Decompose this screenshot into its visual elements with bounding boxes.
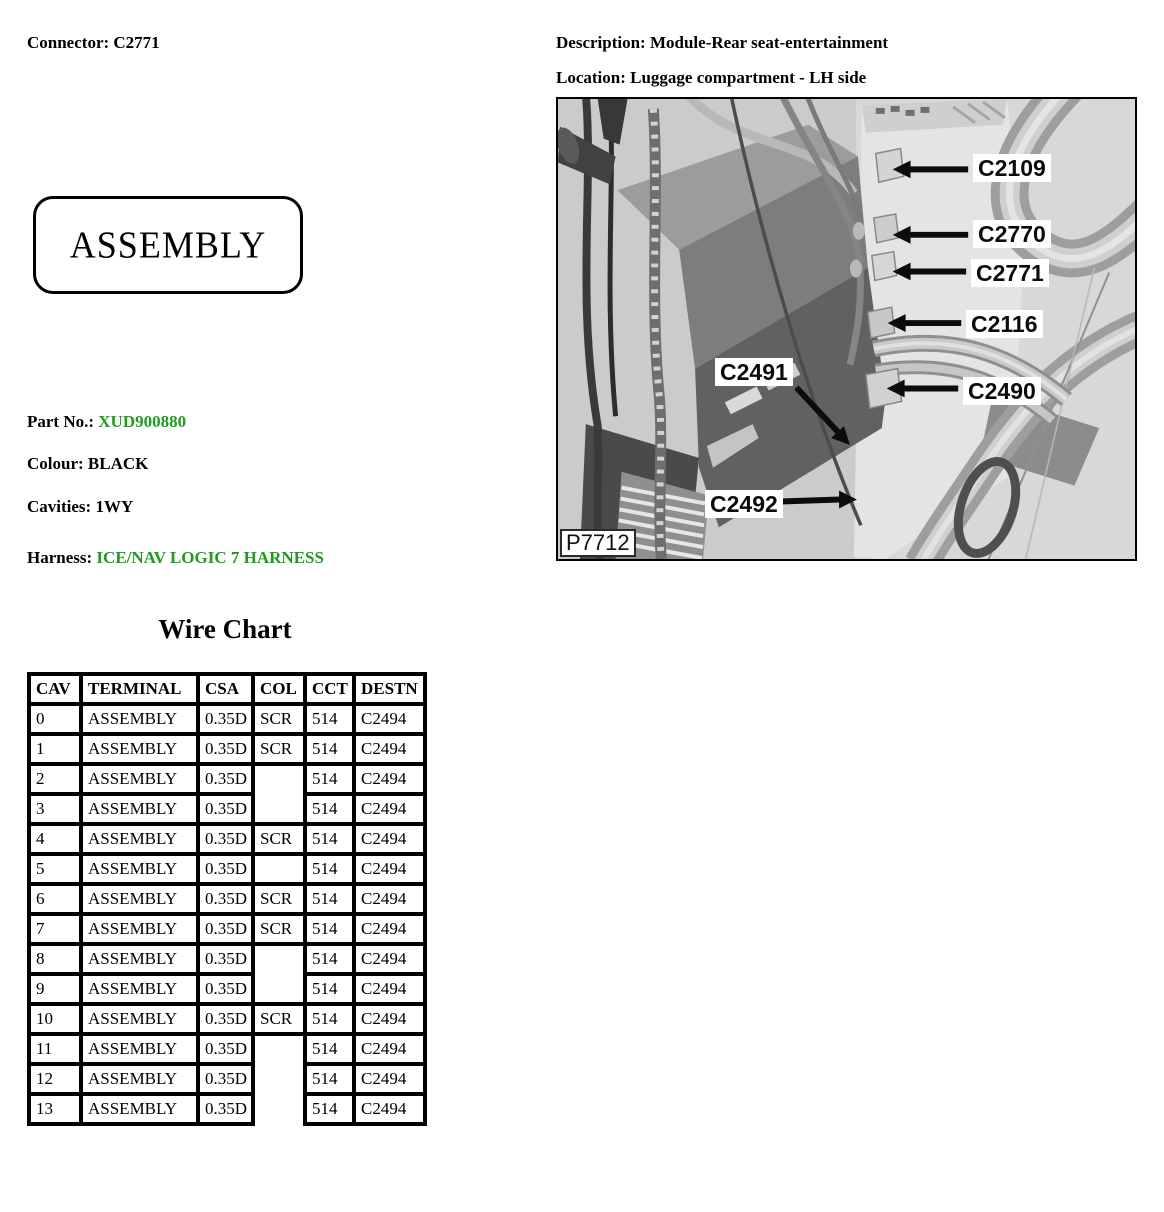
table-cell: 0.35D [198,1064,253,1094]
column-header: CCT [305,674,354,704]
table-cell: 514 [305,854,354,884]
table-cell: 5 [29,854,81,884]
table-row [29,914,425,944]
table-cell: 13 [29,1094,81,1124]
table-cell: ASSEMBLY [81,914,198,944]
table-cell: C2494 [354,1034,425,1064]
table-cell [253,764,305,794]
assembly-cavity-box [33,196,303,294]
table-cell [253,944,305,974]
colour-label: Colour: [27,454,84,473]
description-heading [556,33,888,53]
table-cell: 0.35D [198,854,253,884]
table-cell: 0.35D [198,1094,253,1124]
table-row [29,764,425,794]
part-no-value: XUD900880 [98,412,187,431]
colour-line [27,454,148,474]
connector-location-photo [556,97,1137,561]
table-cell: ASSEMBLY [81,944,198,974]
harness-line [27,548,324,568]
table-cell: 2 [29,764,81,794]
table-row [29,974,425,1004]
harness-label: Harness: [27,548,93,567]
table-cell: 12 [29,1064,81,1094]
table-cell: 0.35D [198,974,253,1004]
table-cell: 7 [29,914,81,944]
table-cell [253,974,305,1004]
table-cell: ASSEMBLY [81,764,198,794]
table-cell: 514 [305,824,354,854]
colour-value: BLACK [87,454,149,473]
wire-chart-table [27,672,427,1126]
table-row [29,944,425,974]
table-cell: 0.35D [198,764,253,794]
table-row [29,704,425,734]
wire-chart-title: Wire Chart [158,614,292,644]
table-cell: 0.35D [198,884,253,914]
table-cell: 514 [305,1094,354,1124]
cavities-value: 1WY [95,497,134,516]
callout-label-c2116: C2116 [966,310,1043,338]
table-cell: C2494 [354,944,425,974]
figure-id-badge: P7712 [560,529,636,557]
callout-label-c2492: C2492 [705,490,783,518]
connector-value: C2771 [113,33,160,52]
table-row [29,824,425,854]
table-cell: ASSEMBLY [81,1064,198,1094]
table-cell: ASSEMBLY [81,884,198,914]
table-cell: 514 [305,884,354,914]
description-label: Description: [556,33,646,52]
table-row [29,884,425,914]
callout-label-c2771: C2771 [971,259,1049,287]
table-cell [253,1034,305,1064]
table-row [29,1094,425,1124]
harness-value: ICE/NAV LOGIC 7 HARNESS [96,548,324,567]
callout-label-c2490: C2490 [963,377,1041,405]
table-cell: 514 [305,914,354,944]
cavities-label: Cavities: [27,497,92,516]
table-cell: C2494 [354,884,425,914]
table-cell: ASSEMBLY [81,1004,198,1034]
table-cell: 514 [305,944,354,974]
table-cell: 8 [29,944,81,974]
table-cell: C2494 [354,704,425,734]
table-cell: SCR [253,704,305,734]
table-cell: 0.35D [198,914,253,944]
table-cell: C2494 [354,824,425,854]
table-cell: ASSEMBLY [81,1094,198,1124]
table-row [29,794,425,824]
table-cell: C2494 [354,1004,425,1034]
table-cell: 6 [29,884,81,914]
table-cell: ASSEMBLY [81,824,198,854]
table-row [29,1064,425,1094]
location-value: Luggage compartment - LH side [630,68,867,87]
table-cell: 10 [29,1004,81,1034]
table-cell [253,1094,305,1124]
table-cell: 0.35D [198,734,253,764]
table-cell: C2494 [354,1094,425,1124]
location-label: Location: [556,68,626,87]
table-cell [253,1064,305,1094]
table-cell: 514 [305,1064,354,1094]
table-cell: 0.35D [198,794,253,824]
description-value: Module-Rear seat-entertainment [649,33,889,52]
cavities-line [27,497,133,517]
table-row [29,854,425,884]
table-cell: 3 [29,794,81,824]
table-cell: 514 [305,794,354,824]
table-cell: ASSEMBLY [81,854,198,884]
table-cell: SCR [253,824,305,854]
table-cell: 0.35D [198,1034,253,1064]
column-header: COL [253,674,305,704]
table-row [29,1034,425,1064]
callout-label-c2491: C2491 [715,358,793,386]
table-cell: SCR [253,914,305,944]
table-cell: 0.35D [198,944,253,974]
part-no-label: Part No.: [27,412,95,431]
table-header-row [29,674,425,704]
table-cell: ASSEMBLY [81,734,198,764]
assembly-cavity-label: ASSEMBLY [69,224,267,266]
table-cell: ASSEMBLY [81,1034,198,1064]
table-cell: 1 [29,734,81,764]
callout-label-c2109: C2109 [973,154,1051,182]
table-cell: SCR [253,1004,305,1034]
table-cell: 0 [29,704,81,734]
table-cell: C2494 [354,914,425,944]
table-cell: 514 [305,974,354,1004]
table-cell: 9 [29,974,81,1004]
table-cell: 0.35D [198,824,253,854]
part-no-line [27,412,186,432]
table-cell: ASSEMBLY [81,794,198,824]
table-row [29,1004,425,1034]
table-cell: 514 [305,1004,354,1034]
table-cell: C2494 [354,1064,425,1094]
table-cell: 514 [305,764,354,794]
table-cell: SCR [253,734,305,764]
column-header: DESTN [354,674,425,704]
table-cell: C2494 [354,794,425,824]
connector-label: Connector: [27,33,110,52]
table-cell: ASSEMBLY [81,974,198,1004]
table-cell: 0.35D [198,1004,253,1034]
callout-label-c2770: C2770 [973,220,1051,248]
table-row [29,734,425,764]
table-cell: C2494 [354,974,425,1004]
table-cell [253,794,305,824]
location-heading [556,68,866,88]
table-cell: 514 [305,704,354,734]
table-cell: 514 [305,734,354,764]
table-cell: 4 [29,824,81,854]
table-cell [253,854,305,884]
connector-heading [27,33,160,53]
table-cell: C2494 [354,854,425,884]
table-cell: SCR [253,884,305,914]
table-cell: 0.35D [198,704,253,734]
table-cell: ASSEMBLY [81,704,198,734]
column-header: TERMINAL [81,674,198,704]
table-cell: 11 [29,1034,81,1064]
table-cell: 514 [305,1034,354,1064]
column-header: CSA [198,674,253,704]
table-cell: C2494 [354,734,425,764]
column-header: CAV [29,674,81,704]
table-cell: C2494 [354,764,425,794]
